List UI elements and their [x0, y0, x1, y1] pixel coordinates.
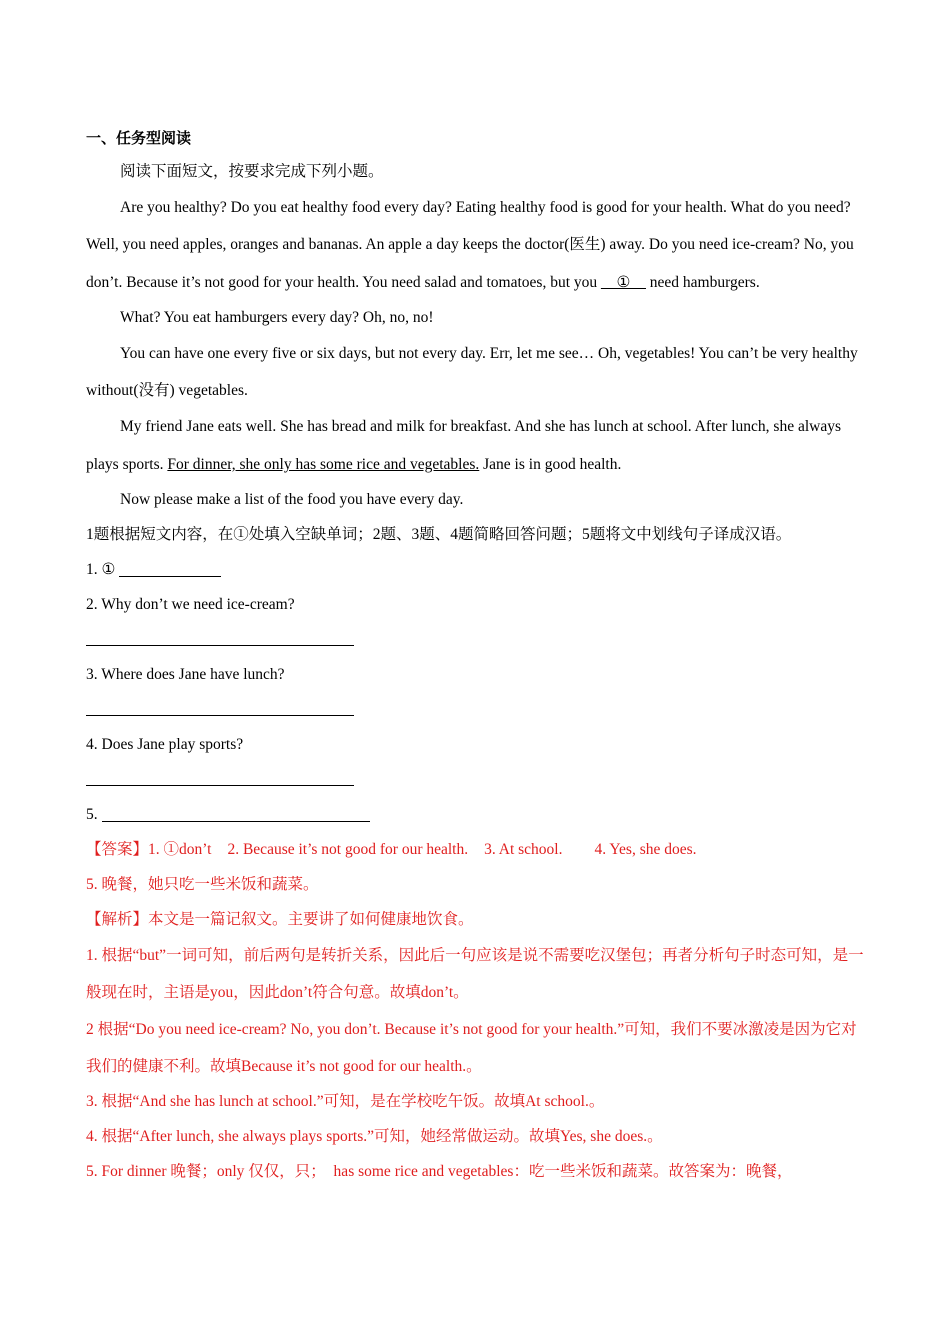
answer-line-4 — [86, 768, 866, 792]
answer-5: 5. 晚餐，她只吃一些米饭和蔬菜。 — [86, 876, 319, 894]
question-1 — [86, 558, 866, 582]
answer-3: 3. At school. — [484, 841, 563, 859]
question-1-label: 1. ① — [86, 561, 116, 579]
question-3: 3. Where does Jane have lunch? — [86, 666, 285, 684]
answer-line-2 — [86, 628, 866, 652]
passage-blank-1: __①__ — [601, 273, 646, 291]
passage-paragraph-4 — [86, 408, 866, 483]
question-4: 4. Does Jane play sports? — [86, 736, 244, 754]
answer-blank-5[interactable] — [102, 804, 370, 822]
passage-paragraph-3: You can have one every five or six days, but not every day. Err, let me see… Oh, vegetables! You can’t be very healthy without(没有) vegetables. — [86, 344, 858, 400]
answer-line-3 — [86, 698, 866, 722]
analysis-5: 5. For dinner 晚餐；only 仅仅，只； has some rice and vegetables：吃一些米饭和蔬菜。故答案为：晚餐， — [86, 1163, 793, 1181]
passage-text: Are you healthy? Do you eat healthy food every day? Eating healthy food is good for your health. What do you need? Well, you need apples, oranges and bananas. An apple a day keeps the doctor(医生) away. Do you need ice-cream? No, you don’t. Because it’s not good for your health. You need salad and tomatoes, but you — [86, 199, 854, 291]
question-5-label: 5. — [86, 806, 98, 824]
analysis-intro-text: 本文是一篇记叙文。主要讲了如何健康地饮食。 — [148, 911, 474, 929]
analysis-1: 1. 根据“but”一词可知，前后两句是转折关系，因此后一句应该是说不需要吃汉堡包；再者分析句子时态可知，是一般现在时，主语是you，因此don’t符合句意。故填don’t。 — [86, 947, 864, 1002]
underlined-sentence: For dinner, she only has some rice and vegetables. — [167, 455, 480, 473]
analysis-4: 4. 根据“After lunch, she always plays sports.”可知，她经常做运动。故填Yes, she does.。 — [86, 1128, 663, 1146]
answer-blank-4[interactable] — [86, 768, 354, 786]
analysis-intro — [86, 908, 866, 932]
answer-block — [86, 838, 866, 862]
answer-2: 2. Because it’s not good for our health. — [227, 841, 469, 859]
answer-blank-3[interactable] — [86, 698, 354, 716]
analysis-3: 3. 根据“And she has lunch at school.”可知，是在学校吃午饭。故填At school.。 — [86, 1093, 605, 1111]
answer-blank-2[interactable] — [86, 628, 354, 646]
document-page — [86, 126, 866, 1195]
answer-label: 【答案】 — [86, 841, 149, 859]
answer-4: 4. Yes, she does. — [594, 841, 697, 859]
section-title: 一、任务型阅读 — [86, 129, 192, 147]
section-instruction: 阅读下面短文，按要求完成下列小题。 — [120, 163, 384, 180]
analysis-label: 【解析】 — [86, 911, 149, 929]
answer-blank-1[interactable] — [119, 559, 221, 577]
passage-text: need hamburgers. — [645, 273, 760, 291]
task-instruction: 1题根据短文内容，在①处填入空缺单词；2题、3题、4题简略回答问题；5题将文中划线句子译成汉语。 — [86, 526, 792, 544]
analysis-2: 2 根据“Do you need ice-cream? No, you don’t. Because it’s not good for your health.”可知，我们不要冰激凌是因为它对我们的健康不利。故填Because it’s not good for our health.。 — [86, 1020, 857, 1075]
passage-paragraph-1 — [86, 189, 866, 301]
question-2: 2. Why don’t we need ice-cream? — [86, 596, 295, 614]
answer-1: 1. ①don’t — [148, 841, 212, 859]
passage-text: My friend Jane eats well. She has bread and milk for breakfast. And she has lunch at school. After lunch, she always plays sports. — [86, 418, 841, 473]
passage-text: Jane is in good health. — [479, 455, 622, 473]
question-5 — [86, 803, 866, 827]
passage-paragraph-5: Now please make a list of the food you have every day. — [120, 491, 464, 509]
passage-paragraph-2: What? You eat hamburgers every day? Oh, no, no! — [120, 308, 434, 326]
